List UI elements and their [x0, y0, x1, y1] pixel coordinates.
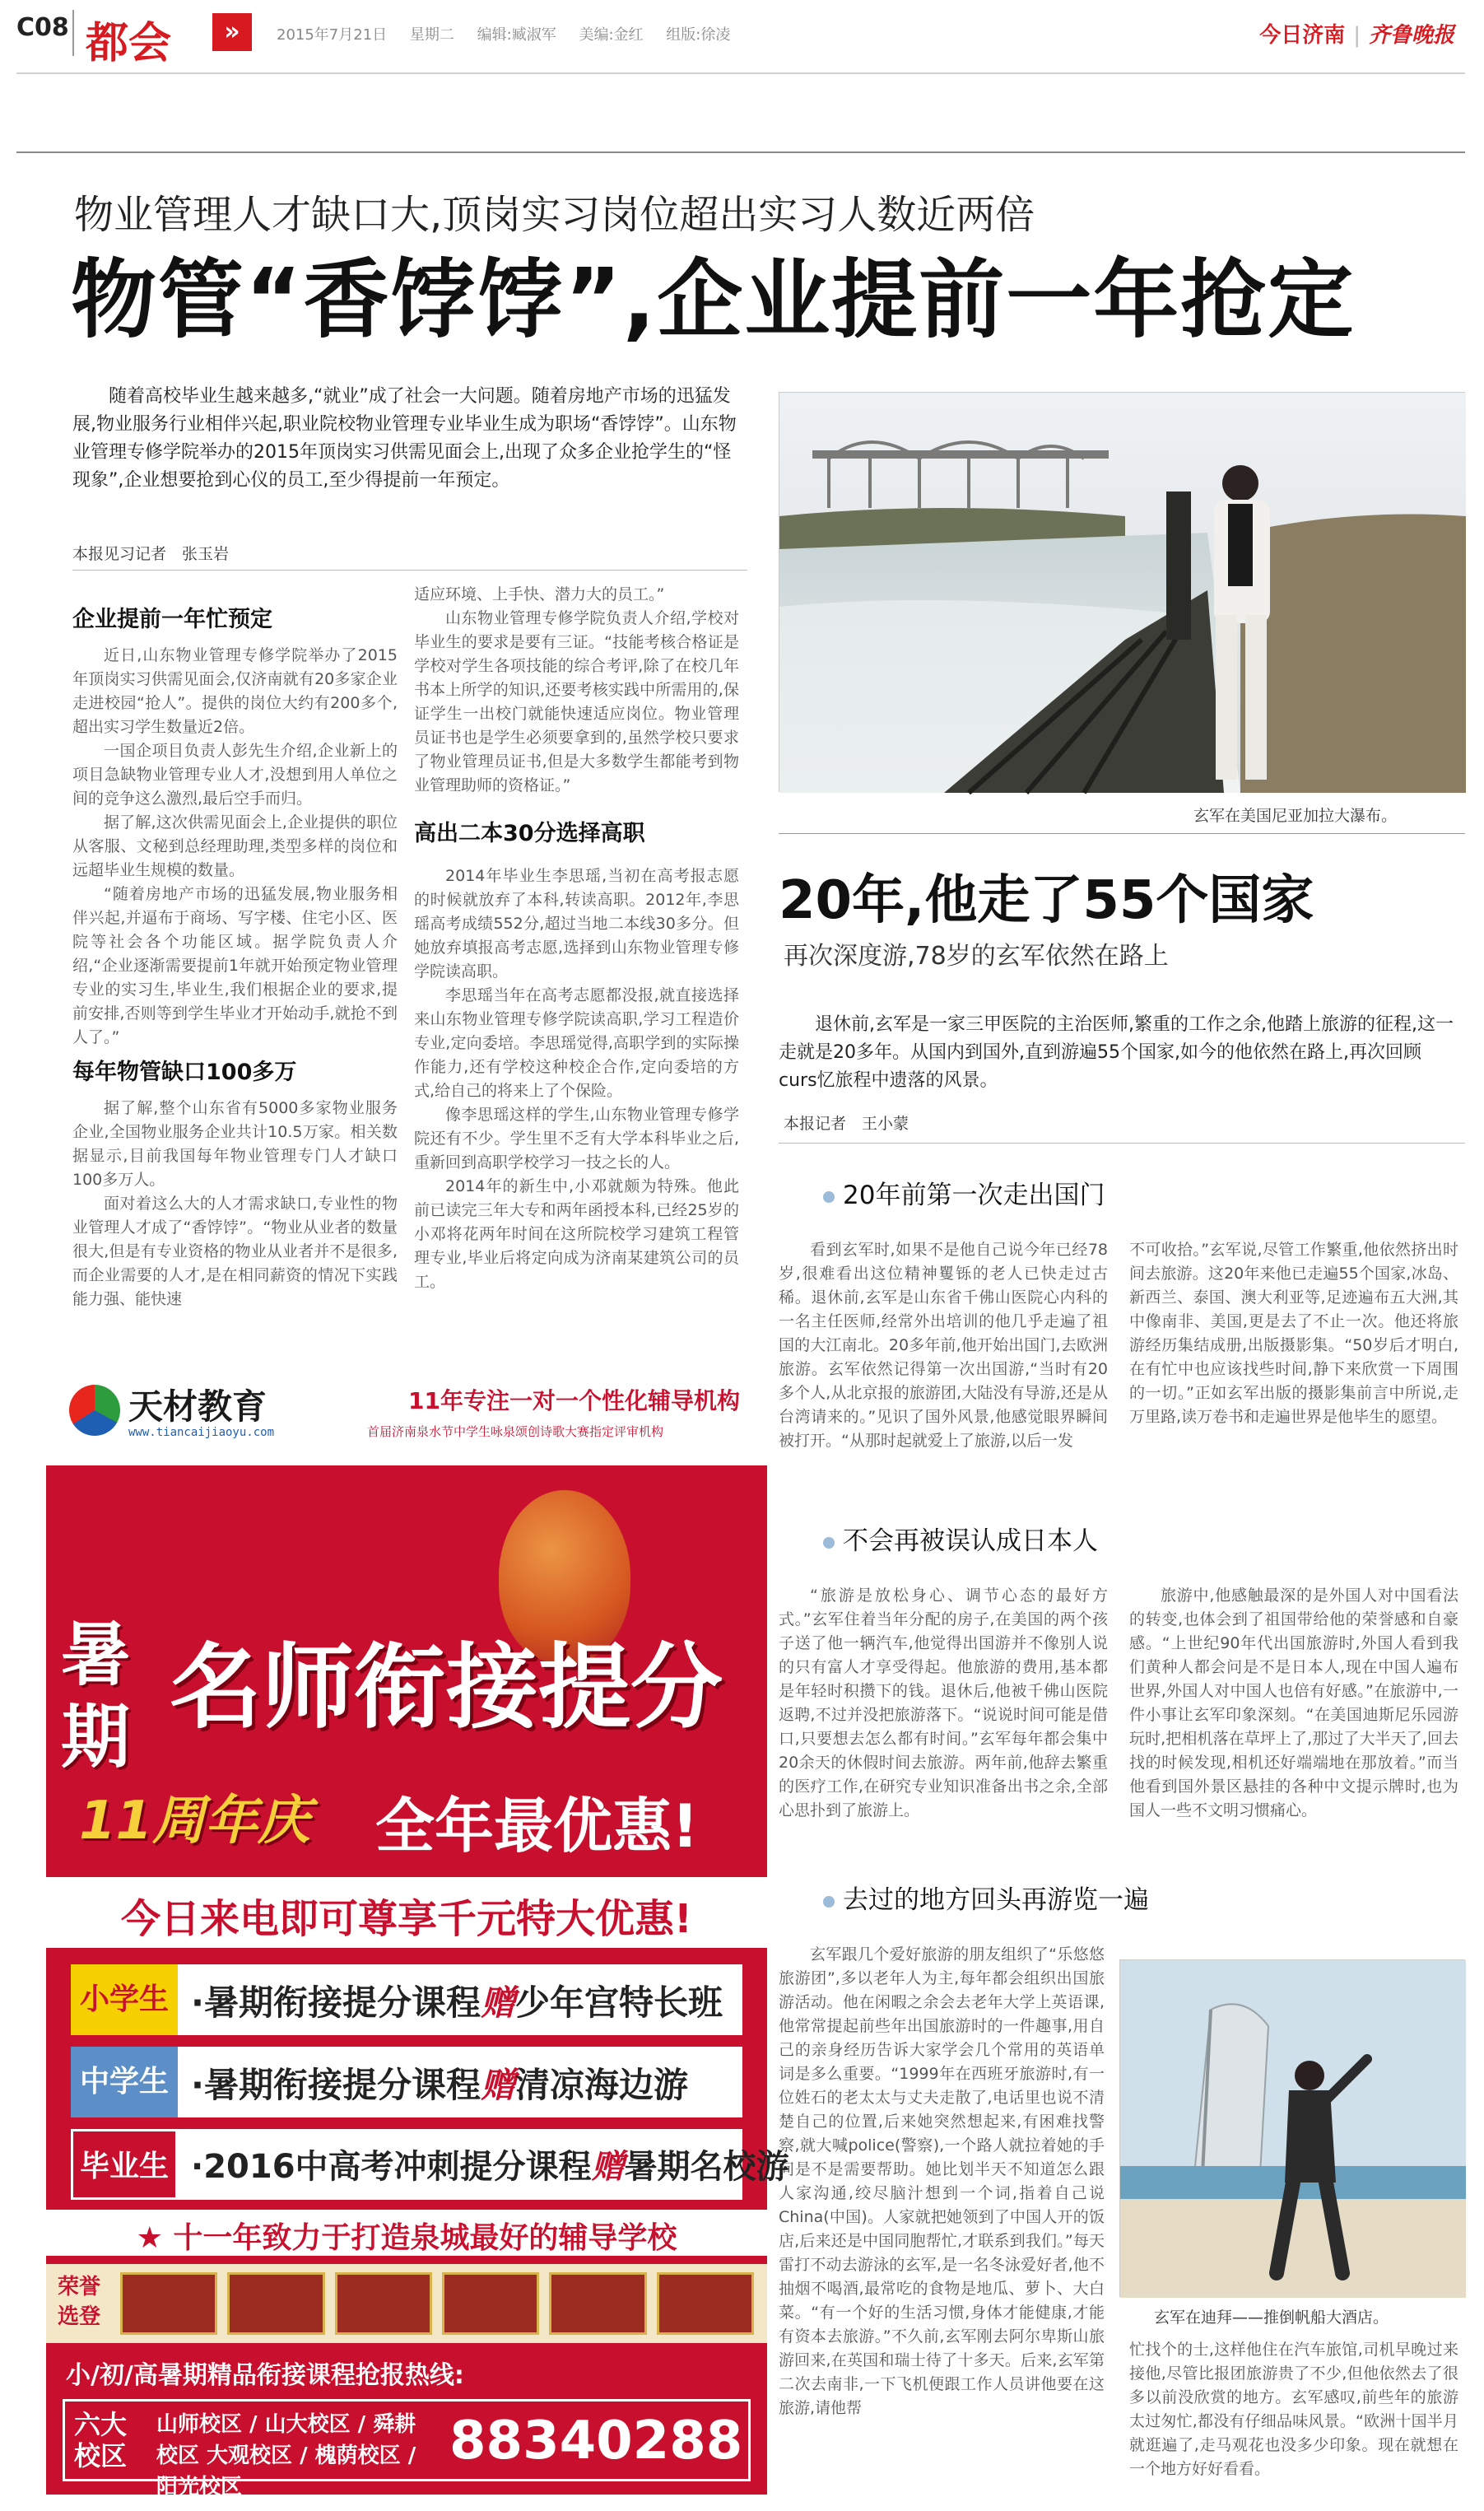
issue-weekday: 星期二	[409, 26, 454, 44]
article2-byline-rule	[779, 1143, 1465, 1144]
ad-banner: 今日来电即可尊享千元特大优惠!	[121, 1896, 692, 1942]
offer-tag: 中学生	[71, 2047, 178, 2117]
ad-honor-label: 荣誉选登	[58, 2275, 101, 2329]
niagara-photo	[779, 392, 1465, 792]
certificate-icon	[442, 2272, 539, 2335]
paragraph: 据了解,整个山东省有5000多家物业服务企业,全国物业服务企业共计10.5万家。相关数据显示,目前我国每年物业管理专门人才缺口100多万人。	[72, 1099, 398, 1189]
paragraph: 一国企项目负责人彭先生介绍,企业新上的项目急缺物业管理专业人才,没想到用人单位之间的竞争这么激烈,最后空手而归。	[72, 742, 398, 808]
ad-tagline-sub: 首届济南泉水节中学生咏泉颂创诗歌大赛指定评审机构	[367, 1424, 664, 1439]
page-number: C08	[16, 13, 69, 42]
offer-text: ·2016中高考冲刺提分课程赠暑期名校游	[191, 2148, 789, 2186]
article2-sec3-right: 忙找个的士,这样他住在汽车旅馆,司机早晚过来接他,尽管比报团旅游贵了不少,但他依然去了很多以前没欣赏的地方。玄军感叹,前些年的旅游太过匆忙,都没有仔细品味风景。“欧洲十国半月就逛遍了,走马观花也没多少印象。现在就想在一个地方好好看看。	[1129, 2341, 1458, 2478]
paragraph: 像李思瑶这样的学生,山东物业管理专修学院还有不少。学生里不乏有大学本科毕业之后,重新回到高职学校学习一技之长的人。	[414, 1106, 739, 1172]
article1-col1-body-2	[72, 1097, 398, 1311]
paragraph: 据了解,这次供需见面会上,企业提供的职位从客服、文秘到总经理助理,类型多样的岗位和远超毕业生规模的数量。	[72, 813, 398, 879]
offer-text: ·暑期衔接提分课程赠少年宫特长班	[191, 1982, 723, 2023]
article2-rule	[779, 833, 1465, 834]
header-divider	[72, 10, 74, 56]
dubai-illustration	[1120, 1960, 1466, 2298]
article2-subhead-1: 20年前第一次走出国门	[823, 1174, 1105, 1211]
offer-tag: 毕业生	[71, 2129, 178, 2200]
article2-subhead-3: 去过的地方回头再游览一遍	[823, 1879, 1149, 1916]
certificate-icon	[657, 2272, 754, 2335]
paragraph: 适应环境、上手快、潜力大的员工。”	[414, 585, 665, 603]
page-meta	[277, 23, 748, 44]
article1-col2-body-2	[414, 864, 739, 1294]
ad-anniversary: 11周年庆	[79, 1791, 311, 1852]
ad-brand: 天材教育	[128, 1386, 267, 1427]
section-title: 都会	[86, 19, 172, 68]
article2-sec3-left: 玄军跟几个爱好旅游的朋友组织了“乐悠悠旅游团”,多以老年人为主,每年都会组织出国旅游活动。他在闲暇之余会去老年大学上英语课,他常常提起前些年出国旅游时的一件趣事,用自己的亲身经历告诉大家学会几个常用的英语单词是多么重要。“1999年在西班牙旅游时,有一位姓石的老太太与丈夫走散了,电话里也说不清楚自己的位置,后来她突然想起来,有困难找警察,就大喊police(警察),一个路人就拉着她的手问是不是需要帮助。她比划半天不知道怎么跟人家沟通,绞尽脑汁想到一个词,指着自己说China(中国)。人家就把她领到了中国人开的饭店,后来还是中国同胞帮忙,才联系到我们。”每天雷打不动去游泳的玄军,是一名冬泳爱好者,他不抽烟不喝酒,最常吃的食物是地瓜、萝卜、大白菜。“有一个好的生活习惯,身体才能健康,才能有资本去旅游。”不久前,玄军刚去阿尔卑斯山旅游回来,在英国和瑞士待了十多天。后来,玄军第二次去南非,一下飞机便跟工作人员讲他要在这旅游,请他帮	[779, 1945, 1105, 2417]
section-arrow-icon: »	[212, 13, 252, 51]
article1-subhead-3: 高出二本30分选择高职	[414, 821, 645, 846]
article2-sec2-right: 旅游中,他感触最深的是外国人对中国看法的转变,也体会到了祖国带给他的荣誉感和自豪感。“上世纪90年代出国旅游时,外国人看到我们黄种人都会问是不是日本人,现在中国人遍布世界,外国人对中国人也倍有好感。”在旅游中,一件小事让玄军印象深刻。“在美国迪斯尼乐园游玩时,把相机落在草坪上了,那过了大半天了,回去找的时候发现,相机还好端端地在那放着。”而当他看到国外景区悬挂的各种中文提示牌时,也为国人一些不文明习惯痛心。	[1129, 1586, 1458, 1819]
certificate-icon	[335, 2272, 432, 2335]
dubai-photo	[1119, 1959, 1465, 2297]
article1-subhead-2: 每年物管缺口100多万	[72, 1060, 297, 1085]
article2-subhead-2: 不会再被误认成日本人	[823, 1520, 1098, 1557]
ad-campuses: 山师校区 / 山大校区 / 舜耕校区 大观校区 / 槐荫校区 / 阳光校区	[156, 2412, 416, 2499]
paragraph: 2014年的新生中,小邓就颇为特殊。他此前已读完三年大专和两年函授本科,已经25岁的小邓将花两年时间在这所院校学习建筑工程管理专业,毕业后将定向成为济南某建筑公司的员工。	[414, 1177, 739, 1291]
article2-sec2-left: “旅游是放松身心、调节心态的最好方式。”玄军住着当年分配的房子,在美国的两个孩子送了他一辆汽车,他觉得出国游并不像别人说的只有富人才享受得起。他旅游的费用,基本都是年轻时积攒下的钱。退休后,他被千佛山医院返聘,不过并没把旅游落下。“说说时间可能是借口,只要想去怎么都有时间。”玄军每年都会集中20余天的休假时间去旅游。两年前,他辞去繁重的医疗工作,在研究专业知识准备出书之余,全部心思扑到了旅游上。	[779, 1586, 1108, 1819]
article1-headline: 物管“香饽饽”,企业提前一年抢定	[71, 249, 1356, 350]
layout-credit: 组版:徐凌	[666, 26, 731, 44]
article2-subheadline: 再次深度游,78岁的玄军依然在路上	[784, 942, 1169, 971]
article1-intro: 随着高校毕业生越来越多,“就业”成了社会一大问题。随着房地产市场的迅猛发展,物业服务行业相伴兴起,职业院校物业管理专业毕业生成为职场“香饽饽”。山东物业管理专修学院举办的2015年顶岗实习供需见面会上,出现了众多企业抢学生的“怪现象”,企业想要抢到心仪的员工,至少得提前一年预定。	[72, 386, 737, 491]
editor-credit: 编辑:臧淑军	[477, 26, 556, 44]
certificate-icon	[227, 2272, 324, 2335]
niagara-caption: 玄军在美国尼亚加拉大瀑布。	[1193, 807, 1398, 825]
ad-offer-list	[71, 1964, 789, 2211]
article2-headline: 20年,他走了55个国家	[779, 870, 1314, 931]
niagara-illustration	[779, 393, 1466, 793]
issue-date: 2015年7月21日	[277, 26, 388, 44]
paragraph: 李思瑶当年在高考志愿都没报,就直接选择来山东物业管理专修学院读高职,学习工程造价专业,定向委培。李思瑶觉得,高职学到的实际操作能力,还有学校这种校企合作,定向委培的方式,给自己的将来上了个保险。	[414, 986, 739, 1100]
ad-offer-row	[71, 2047, 742, 2117]
brand-logo-icon	[69, 1385, 120, 1436]
ad-slogan: ★ 十一年致力于打造泉城最好的辅导学校	[136, 2221, 677, 2255]
article1-col2-body	[414, 583, 739, 798]
article2-byline: 本报记者 王小蒙	[784, 1115, 909, 1133]
ad-big-left: 暑期	[61, 1614, 131, 1777]
paragraph: 近日,山东物业管理专修学院举办了2015年顶岗实习供需见面会,仅济南就有20多家企业走进校园“抢人”。提供的岗位大约有200多个,超出实习学生数量近2倍。	[72, 646, 398, 736]
ad-offer-row	[71, 2129, 789, 2200]
ad-tagline: 11年专注一对一个性化辅导机构	[408, 1387, 740, 1414]
column-label: 今日济南	[1259, 23, 1346, 48]
paper-logo: 齐鲁晚报	[1368, 23, 1454, 48]
article1-col1-body	[72, 644, 398, 1050]
art-credit: 美编:金红	[579, 26, 644, 44]
paragraph: 2014年毕业生李思瑶,当初在高考报志愿的时候就放弃了本科,转读高职。2012年,李思瑶高考成绩552分,超过当地二本线30多分。但她放弃填报高考志愿,选择到山东物业管理专修学院读高职。	[414, 867, 739, 981]
honor-certificates	[120, 2272, 754, 2335]
ad-campus-label: 六大校区	[74, 2409, 128, 2471]
ad-big-title: 名师衔接提分	[170, 1634, 723, 1741]
paragraph: 山东物业管理专修学院负责人介绍,学校对毕业生的要求是要有三证。“技能考核合格证是学校对学生各项技能的综合考评,除了在校几年书本上所学的知识,还要考核实践中所需用的,保证学生一出校门就能快速适应岗位。物业管理员证书也是学生必须要拿到的,虽然学校只要求了物业管理员证书,但是大多数学生都能考到物业管理助师的资格证。”	[414, 609, 739, 794]
article1-rule	[72, 570, 747, 571]
paragraph: “随着房地产市场的迅猛发展,物业服务相伴兴起,并逼布于商场、写字楼、住宅小区、医院等社会各个功能区域。据学院负责人介绍,“企业逐渐需要提前1年就开始预定物业管理专业的实习生,毕业生,我们根据企业的要求,提前安排,否则等到学生毕业才开始动手,就抢不到人了。”	[72, 885, 398, 1046]
article2-sec1-left: 看到玄军时,如果不是他自己说今年已经78岁,很难看出这位精神矍铄的老人已快走过古稀。退休前,玄军是山东省千佛山医院心内科的一名主任医师,经常外出培训的他几乎走遍了祖国的大江南北。20多年前,他开始出国门,去欧洲旅游。玄军依然记得第一次出国游,“当时有20多个人,从北京报的旅游团,大陆没有导游,还是从台湾请来的。”见识了国外风景,他感觉眼界瞬间被打开。“从那时起就爱上了旅游,以后一发	[779, 1241, 1108, 1450]
masthead-right: 今日济南 | 齐鲁晚报	[1259, 23, 1454, 48]
ad-offer-row	[71, 1964, 742, 2035]
offer-text: ·暑期衔接提分课程赠清凉海边游	[191, 2065, 688, 2105]
article2-sec1-right: 不可收拾。”玄军说,尽管工作繁重,他依然挤出时间去旅游。这20年来他已走遍55个国家,冰岛、新西兰、泰国、澳大利亚等,足迹遍布五大洲,其中像南非、美国,更是去了不止一次。他还将旅游经历集结成册,出版摄影集。“50岁后才明白,在有忙中也应该找些时间,静下来欣赏一下周围的一切。”正如玄军出版的摄影集前言中所说,走万里路,读万卷书和走遍世界是他毕生的愿望。	[1129, 1241, 1458, 1426]
certificate-icon	[120, 2272, 217, 2335]
article2-intro: 退休前,玄军是一家三甲医院的主治医师,繁重的工作之余,他踏上旅游的征程,这一走就是20多年。从国内到国外,直到游遍55个国家,如今的他依然在路上,再次回顾curs忆旅程中遗落的风景。	[779, 1014, 1454, 1091]
ad-offer-top: 全年最优惠!	[375, 1791, 699, 1861]
article1-subhead-1: 企业提前一年忙预定	[72, 607, 272, 632]
education-advertisement	[46, 1367, 789, 2499]
paragraph: 面对着这么大的人才需求缺口,专业性的物业管理人才成了“香饽饽”。“物业从业者的数量很大,但是有专业资格的物业从业者并不是很多,而企业需要的人才,是在相同薪资的情况下实践能力强、能快速	[72, 1195, 398, 1308]
top-rule	[16, 151, 1465, 153]
dubai-caption: 玄军在迪拜——推倒帆船大酒店。	[1154, 2308, 1389, 2327]
ad-phone: 88340288	[449, 2411, 743, 2471]
ad-hotline: 小/初/高暑期精品衔接课程抢报热线:	[66, 2361, 464, 2390]
article1-byline: 本报见习记者 张玉岩	[72, 545, 230, 563]
offer-tag: 小学生	[71, 1964, 178, 2035]
header-rule	[16, 72, 1465, 74]
certificate-icon	[549, 2272, 646, 2335]
article1-kicker: 物业管理人才缺口大,顶岗实习岗位超出实习人数近两倍	[74, 192, 1035, 238]
ad-brand-url: www.tiancaijiaoyu.com	[128, 1426, 275, 1439]
